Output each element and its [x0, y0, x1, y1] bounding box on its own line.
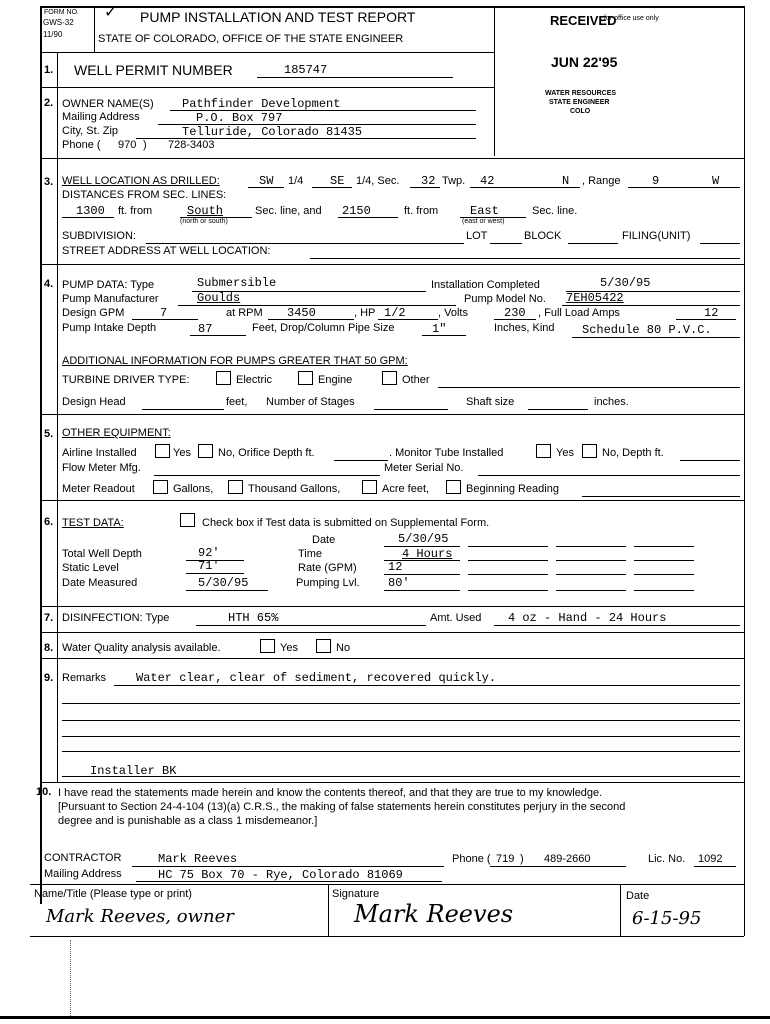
- static-level-value: 71': [198, 559, 220, 573]
- range-label: , Range: [582, 175, 621, 187]
- remarks-line-3: [62, 720, 740, 721]
- inches-label: inches.: [594, 396, 629, 408]
- rate-label: Rate (GPM): [298, 562, 357, 574]
- section-8-bottom: [40, 658, 744, 659]
- thousand-gallons-label: Thousand Gallons,: [248, 483, 341, 495]
- pump-type-label: PUMP DATA: Type: [62, 279, 155, 291]
- distance-1-value: 1300: [76, 204, 105, 218]
- section-9-number: 9.: [44, 672, 54, 684]
- section-5-number-column: [57, 414, 58, 500]
- blank-col-2-row-1: [556, 546, 626, 547]
- section-3-number-column: [57, 158, 58, 265]
- design-head-line: [142, 409, 224, 410]
- header-divider: [94, 6, 95, 52]
- stamp-line-2: STATE ENGINEER: [549, 99, 610, 106]
- ft-from-label: ft. from: [118, 205, 153, 217]
- hp-value: 1/2: [384, 306, 406, 320]
- pipe-kind-label: Inches, Kind: [494, 322, 555, 334]
- engine-label: Engine: [318, 374, 353, 386]
- pump-manufacturer-value: Goulds: [197, 291, 241, 305]
- contractor-phone-label: Phone (: [452, 853, 491, 865]
- monitor-depth-label: No, Depth ft.: [602, 447, 664, 459]
- lot-line: [490, 243, 522, 244]
- total-depth-label: Total Well Depth: [62, 548, 142, 560]
- distance-2-line: [338, 217, 398, 218]
- office-use-label: for office use only: [604, 15, 659, 22]
- shaft-size-label: Shaft size: [466, 396, 515, 408]
- beginning-reading-checkbox[interactable]: [446, 480, 461, 494]
- contractor-phone-value: 489-2660: [544, 853, 591, 865]
- rpm-value: 3450: [287, 306, 316, 320]
- water-quality-yes-label: Yes: [280, 642, 298, 654]
- phone-label: Phone (: [62, 139, 101, 151]
- total-depth-value: 92': [198, 546, 220, 560]
- date-measured-line: [186, 590, 268, 591]
- water-quality-no-label: No: [336, 642, 351, 654]
- city-label: City, St. Zip: [62, 125, 119, 137]
- subdivision-label: SUBDIVISION:: [62, 230, 136, 242]
- supplemental-form-label: Check box if Test data is submitted on Supplemental Form.: [202, 517, 490, 529]
- airline-no-checkbox[interactable]: [198, 444, 213, 458]
- sec-line-label: Sec. line.: [532, 205, 578, 217]
- block-label: BLOCK: [524, 230, 562, 242]
- hp-label: , HP: [354, 307, 376, 319]
- intake-depth-label: Pump Intake Depth: [62, 322, 157, 334]
- rpm-line: [268, 319, 354, 320]
- design-gpm-value: 7: [160, 306, 168, 320]
- sec-line-and-label: Sec. line, and: [255, 205, 322, 217]
- section-6-number: 6.: [44, 516, 54, 528]
- distance-2-value: 2150: [342, 204, 371, 218]
- remarks-line-5: [62, 751, 740, 752]
- blank-col-3-row-1: [634, 546, 694, 547]
- pump-model-value: 7EH05422: [566, 291, 624, 305]
- shaft-size-line: [528, 409, 588, 410]
- flow-meter-label: Flow Meter Mfg.: [62, 462, 141, 474]
- acre-feet-checkbox[interactable]: [362, 480, 377, 494]
- direction-2-note: (east or west): [462, 218, 505, 225]
- beginning-reading-label: Beginning Reading: [466, 483, 559, 495]
- drop-pipe-value: 1": [432, 322, 447, 336]
- section-6-bottom: [40, 606, 744, 607]
- meter-serial-line: [478, 475, 740, 476]
- flow-meter-line: [154, 475, 380, 476]
- quarter-2-label: 1/4, Sec.: [356, 175, 400, 187]
- section-4-bottom: [40, 414, 744, 415]
- well-permit-value: 185747: [284, 63, 328, 77]
- electric-label: Electric: [236, 374, 273, 386]
- contractor-label: CONTRACTOR: [44, 852, 122, 864]
- scan-dotted-mark: [70, 940, 71, 1016]
- direction-1-value: South: [187, 204, 224, 218]
- license-line: [694, 866, 736, 867]
- design-gpm-line: [132, 319, 198, 320]
- well-location-label: WELL LOCATION AS DRILLED:: [62, 175, 220, 187]
- blank-col-2-row-2: [556, 560, 626, 561]
- blank-col-3-row-3: [634, 574, 694, 575]
- form-left-border: [40, 6, 42, 904]
- scan-edge-line: [0, 1016, 770, 1019]
- test-date-label: Date: [312, 534, 336, 546]
- section-5-bottom: [40, 500, 744, 501]
- form-date: 11/90: [43, 30, 63, 39]
- signature-date-value: 6-15-95: [632, 908, 702, 929]
- pumping-level-line: [384, 590, 460, 591]
- blank-col-2-row-4: [556, 590, 626, 591]
- full-load-amps-value: 12: [704, 306, 719, 320]
- blank-col-3-row-2: [634, 560, 694, 561]
- orifice-depth-line: [334, 460, 388, 461]
- pump-model-label: Pump Model No.: [464, 293, 546, 305]
- other-equipment-label: OTHER EQUIPMENT:: [62, 427, 171, 439]
- quarter-1-label: 1/4: [288, 175, 304, 187]
- electric-checkbox[interactable]: [216, 371, 231, 385]
- pipe-kind-line: [572, 337, 740, 338]
- engine-checkbox[interactable]: [298, 371, 313, 385]
- blank-col-1-row-2: [468, 560, 548, 561]
- hp-line: [378, 319, 438, 320]
- phone-value: 728-3403: [168, 139, 215, 151]
- date-measured-value: 5/30/95: [198, 576, 249, 590]
- mailing-label: Mailing Address: [62, 111, 140, 123]
- street-address-label: STREET ADDRESS AT WELL LOCATION:: [62, 245, 271, 257]
- signature-row-top: [30, 884, 744, 885]
- section-8-number: 8.: [44, 642, 54, 654]
- section-3-bottom: [40, 264, 744, 265]
- signature-divider-right: [620, 884, 621, 936]
- subdivision-line: [146, 243, 464, 244]
- section-2-number: 2.: [44, 97, 54, 109]
- installation-completed-value: 5/30/95: [600, 276, 651, 290]
- section-number-column: [57, 52, 58, 159]
- section-8-9-number-column: [57, 632, 58, 782]
- owner-value: Pathfinder Development: [182, 97, 341, 111]
- date-measured-label: Date Measured: [62, 577, 138, 589]
- remarks-line-1: [114, 685, 740, 686]
- certification-line-3: degree and is punishable as a class 1 misdemeanor.]: [58, 815, 318, 827]
- volts-label: , Volts: [438, 307, 468, 319]
- section-line: [410, 187, 440, 188]
- volts-value: 230: [504, 306, 526, 320]
- pumping-level-value: 80': [388, 576, 410, 590]
- drop-pipe-line: [422, 335, 466, 336]
- range-direction: W: [712, 174, 720, 188]
- monitor-no-checkbox[interactable]: [582, 444, 597, 458]
- form-top-border: [40, 6, 744, 8]
- monitor-yes-label: Yes: [556, 447, 574, 459]
- monitor-tube-label: . Monitor Tube Installed: [389, 447, 504, 459]
- remarks-line-4: [62, 736, 740, 737]
- certification-line-2: [Pursuant to Section 24-4-104 (13)(a) C.R.S., the making of false statements herein constitutes perjury in the second: [58, 801, 626, 813]
- rate-line: [384, 574, 460, 575]
- section-10-number: 10.: [36, 786, 52, 798]
- signature-divider-left: [328, 884, 329, 936]
- lot-label: LOT: [466, 230, 488, 242]
- signature-value: Mark Reeves: [354, 900, 514, 928]
- page-title: PUMP INSTALLATION AND TEST REPORT: [140, 9, 416, 25]
- mailing-value: P.O. Box 797: [196, 111, 283, 125]
- quarter-2-line: [312, 187, 352, 188]
- beginning-reading-line: [582, 496, 740, 497]
- blank-col-1-row-3: [468, 574, 548, 575]
- rate-value: 12: [388, 560, 403, 574]
- quarter-1-line: [248, 187, 284, 188]
- owner-label: OWNER NAME(S): [62, 98, 154, 110]
- contractor-mailing-label: Mailing Address: [44, 868, 122, 880]
- certification-line-1: I have read the statements made herein and know the contents thereof, and that they are true to my knowledge.: [58, 787, 603, 799]
- contractor-value: Mark Reeves: [158, 852, 238, 866]
- airline-yes-checkbox[interactable]: [155, 444, 170, 458]
- monitor-depth-line: [680, 460, 740, 461]
- township-value: 42: [480, 174, 495, 188]
- filing-label: FILING(UNIT): [622, 230, 691, 242]
- checkmark-icon: ✓: [104, 4, 118, 21]
- drop-pipe-label: Feet, Drop/Column Pipe Size: [252, 322, 395, 334]
- remarks-value: Water clear, clear of sediment, recovered quickly.: [136, 671, 497, 685]
- thousand-gallons-checkbox[interactable]: [228, 480, 243, 494]
- other-checkbox[interactable]: [382, 371, 397, 385]
- disinfection-type-line: [196, 625, 426, 626]
- distances-label: DISTANCES FROM SEC. LINES:: [62, 189, 227, 201]
- name-title-label: Name/Title (Please type or print): [34, 888, 192, 900]
- range-line: [628, 187, 740, 188]
- disinfection-label: DISINFECTION: Type: [62, 612, 170, 624]
- remarks-line-6: [62, 776, 740, 777]
- full-load-amps-line: [676, 319, 736, 320]
- quarter-1-value: SW: [259, 174, 274, 188]
- section-2-bottom: [40, 158, 744, 159]
- blank-col-1-row-1: [468, 546, 548, 547]
- township-label: Twp.: [442, 175, 466, 187]
- full-load-amps-label: , Full Load Amps: [538, 307, 620, 319]
- section-4-number-column: [57, 264, 58, 414]
- filing-line: [700, 243, 740, 244]
- amount-used-value: 4 oz - Hand - 24 Hours: [508, 611, 667, 625]
- well-permit-label: WELL PERMIT NUMBER: [74, 62, 233, 78]
- township-direction: N: [562, 174, 570, 188]
- pump-type-value: Submersible: [197, 276, 277, 290]
- section-9-bottom: [40, 782, 744, 783]
- installation-completed-label: Installation Completed: [431, 279, 540, 291]
- well-permit-line: [257, 77, 453, 78]
- stamp-date: JUN 22'95: [551, 54, 618, 70]
- contractor-mailing-line: [136, 881, 442, 882]
- contractor-mailing-value: HC 75 Box 70 - Rye, Colorado 81069: [158, 868, 403, 882]
- name-title-value: Mark Reeves, owner: [46, 906, 234, 927]
- amount-used-label: Amt. Used: [430, 612, 482, 624]
- contractor-phone-line: [490, 866, 626, 867]
- license-label: Lic. No.: [648, 853, 686, 865]
- amount-used-line: [494, 625, 740, 626]
- signature-row-bottom: [30, 936, 744, 937]
- header-bottom-line: [40, 52, 494, 53]
- stamp-line-1: WATER RESOURCES: [545, 90, 617, 97]
- stages-label: Number of Stages: [266, 396, 355, 408]
- rpm-label: at RPM: [226, 307, 263, 319]
- feet-label: feet,: [226, 396, 248, 408]
- blank-col-2-row-3: [556, 574, 626, 575]
- block-line: [568, 243, 618, 244]
- section-1-bottom: [40, 87, 494, 88]
- phone-paren: ): [143, 139, 147, 151]
- stages-line: [374, 409, 448, 410]
- phone-area: 970: [118, 139, 137, 151]
- meter-serial-label: Meter Serial No.: [384, 462, 464, 474]
- agency-name: STATE OF COLORADO, OFFICE OF THE STATE ENGINEER: [98, 33, 404, 45]
- section-7-number: 7.: [44, 612, 54, 624]
- design-gpm-label: Design GPM: [62, 307, 125, 319]
- other-label: Other: [402, 374, 430, 386]
- stamp-line-3: COLO: [570, 108, 591, 115]
- range-value: 9: [652, 174, 660, 188]
- water-quality-yes-checkbox[interactable]: [260, 639, 275, 653]
- gallons-label: Gallons,: [173, 483, 214, 495]
- office-use-divider: [494, 6, 495, 156]
- remarks-line-2: [62, 703, 740, 704]
- distance-1-line: [62, 217, 114, 218]
- airline-yes-label: Yes: [173, 447, 191, 459]
- township-line: [470, 187, 580, 188]
- time-value: 4 Hours: [402, 547, 453, 561]
- other-line: [438, 387, 740, 388]
- design-head-label: Design Head: [62, 396, 126, 408]
- turbine-driver-label: TURBINE DRIVER TYPE:: [62, 374, 190, 386]
- airline-label: Airline Installed: [62, 447, 137, 459]
- city-value: Telluride, Colorado 81435: [182, 125, 363, 139]
- remarks-label: Remarks: [62, 672, 107, 684]
- signature-label: Signature: [332, 888, 380, 900]
- water-quality-no-checkbox[interactable]: [316, 639, 331, 653]
- section-3-number: 3.: [44, 176, 54, 188]
- section-6-number-column: [57, 500, 58, 636]
- orifice-depth-label: No, Orifice Depth ft.: [218, 447, 315, 459]
- contractor-phone-area: 719: [496, 853, 515, 865]
- pumping-level-label: Pumping Lvl.: [296, 577, 360, 589]
- street-address-line: [310, 258, 740, 259]
- blank-col-3-row-4: [634, 590, 694, 591]
- intake-depth-value: 87: [198, 322, 213, 336]
- pump-manufacturer-line: [178, 305, 456, 306]
- form-right-border: [744, 6, 745, 936]
- pipe-kind-value: Schedule 80 P.V.C.: [582, 323, 712, 337]
- meter-readout-label: Meter Readout: [62, 483, 135, 495]
- section-7-bottom: [40, 632, 744, 633]
- pump-manufacturer-label: Pump Manufacturer: [62, 293, 159, 305]
- section-value: 32: [421, 174, 436, 188]
- acre-feet-label: Acre feet,: [382, 483, 430, 495]
- time-label: Time: [298, 548, 323, 560]
- license-value: 1092: [698, 853, 723, 865]
- static-level-line: [186, 573, 244, 574]
- signature-date-label: Date: [626, 890, 650, 902]
- installer-note: Installer BK: [90, 764, 177, 778]
- contractor-phone-paren: ): [520, 853, 524, 865]
- water-quality-label: Water Quality analysis available.: [62, 642, 221, 654]
- test-date-value: 5/30/95: [398, 532, 449, 546]
- section-1-number: 1.: [44, 64, 54, 76]
- volts-line: [494, 319, 536, 320]
- blank-col-1-row-4: [468, 590, 548, 591]
- received-stamp: RECEIVED: [550, 13, 617, 28]
- ft-from-2-label: ft. from: [404, 205, 439, 217]
- static-level-label: Static Level: [62, 562, 119, 574]
- intake-depth-line: [190, 335, 246, 336]
- section-5-number: 5.: [44, 428, 54, 440]
- form-code: GWS-32: [43, 18, 74, 27]
- contractor-line: [132, 866, 444, 867]
- disinfection-type-value: HTH 65%: [228, 611, 279, 625]
- form-number-label: FORM NO.: [44, 9, 79, 16]
- supplemental-form-checkbox[interactable]: [180, 513, 195, 527]
- test-data-label: TEST DATA:: [62, 517, 124, 529]
- quarter-2-value: SE: [330, 174, 345, 188]
- direction-2-value: East: [470, 204, 499, 218]
- section-4-number: 4.: [44, 278, 54, 290]
- gallons-checkbox[interactable]: [153, 480, 168, 494]
- monitor-yes-checkbox[interactable]: [536, 444, 551, 458]
- additional-info-label: ADDITIONAL INFORMATION FOR PUMPS GREATER THAT 50 GPM:: [62, 355, 408, 367]
- direction-1-note: (north or south): [180, 218, 228, 225]
